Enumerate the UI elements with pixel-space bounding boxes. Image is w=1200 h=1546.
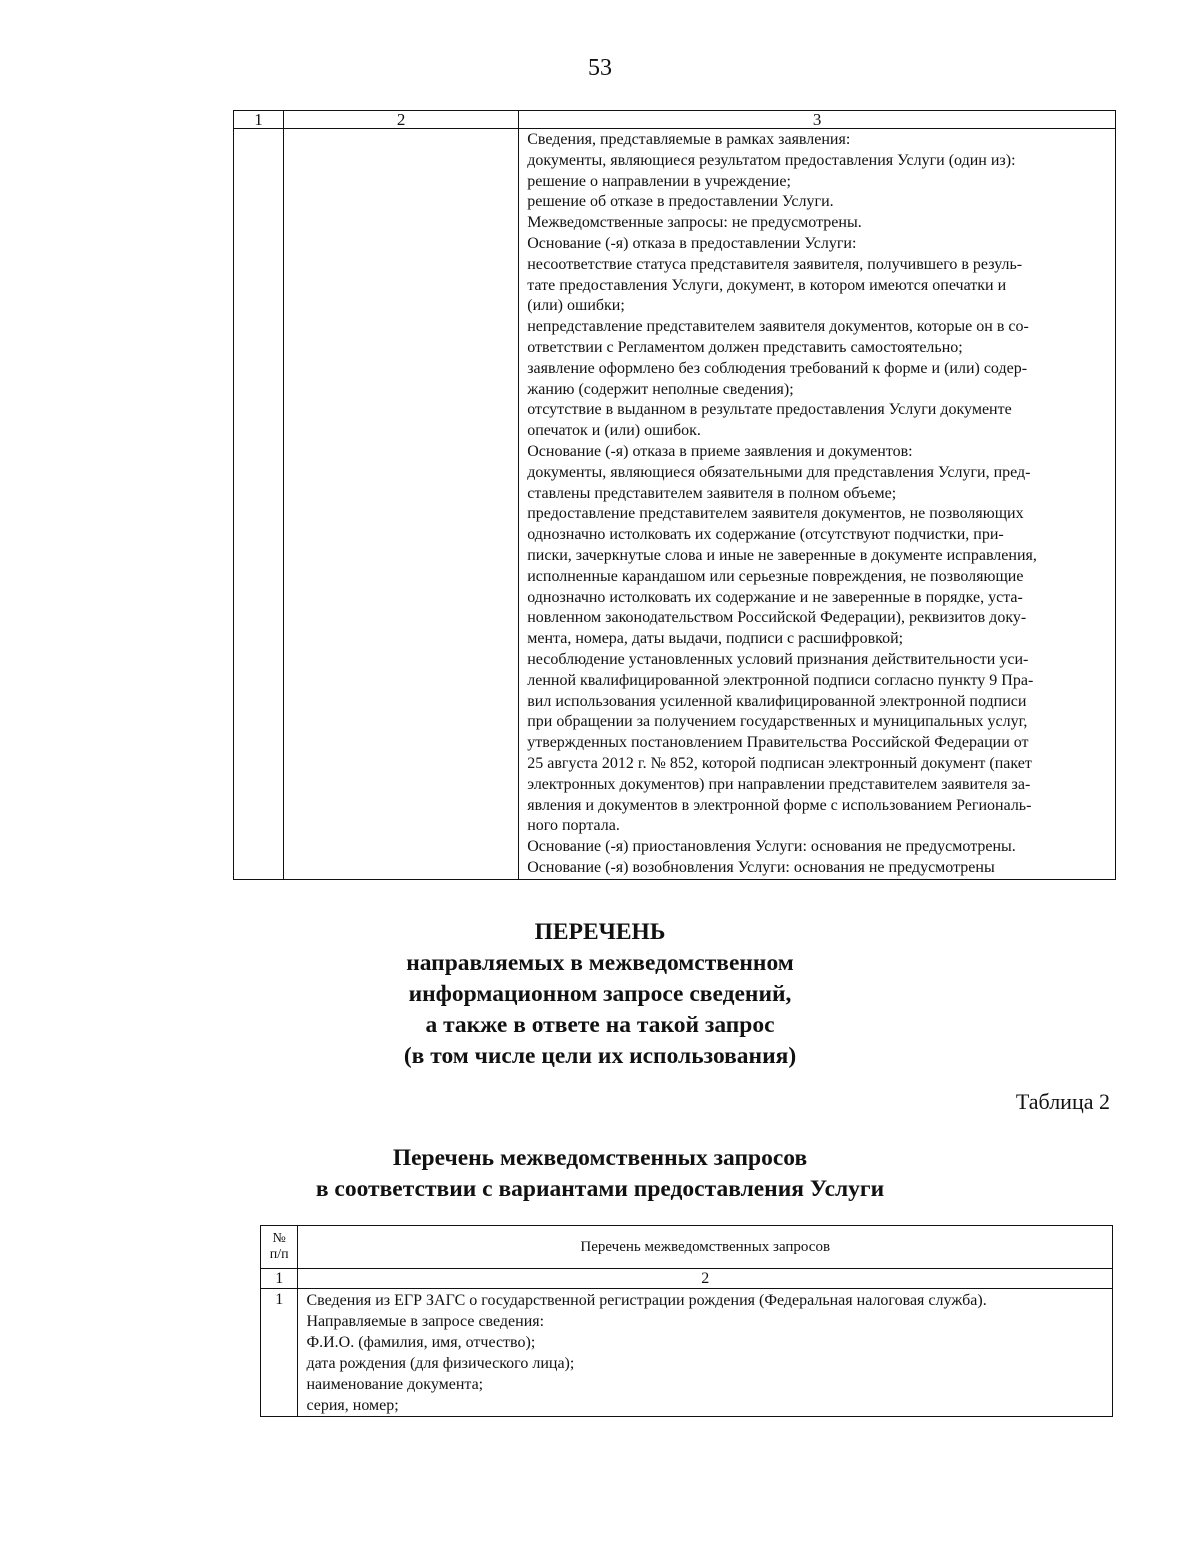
- table-row: [261, 1289, 1113, 1417]
- text-line: Направляемые в запросе сведения:: [306, 1313, 545, 1330]
- text-line: 25 августа 2012 г. № 852, которой подписан электронный документ (пакет: [527, 754, 1032, 772]
- text-line: Межведомственные запросы: не предусмотрены.: [527, 214, 862, 232]
- text-line: заявление оформлено без соблюдения требований к форме и (или) содер-: [527, 359, 1028, 377]
- column-1-number: 1: [234, 111, 284, 129]
- heading-line: (в том числе цели их использования): [403, 1043, 797, 1069]
- text-line: несоблюдение установленных условий признания действительности уси-: [527, 650, 1029, 668]
- text-line: Ф.И.О. (фамилия, имя, отчество);: [306, 1334, 536, 1351]
- requests-column-header: Перечень межведомственных запросов: [298, 1226, 1113, 1269]
- empty-cell: [283, 129, 518, 880]
- table-header-row: [261, 1226, 1113, 1269]
- text-line: (или) ошибки;: [527, 297, 625, 315]
- text-line: решение о направлении в учреждение;: [527, 172, 791, 190]
- page-number: 53: [588, 55, 612, 81]
- empty-cell: [234, 129, 284, 880]
- heading-line: информационном запросе сведений,: [408, 981, 792, 1007]
- column-1-number: 1: [261, 1269, 298, 1289]
- text-line: отсутствие в выданном в результате предоставления Услуги документе: [527, 401, 1012, 419]
- request-details-cell: [298, 1289, 1113, 1417]
- text-line: наименование документа;: [306, 1376, 484, 1393]
- number-column-header: [261, 1226, 298, 1269]
- text-line: ленной квалифицированной электронной подписи согласно пункту 9 Пра-: [527, 671, 1034, 689]
- text-line: при обращении за получением государственных и муниципальных услуг,: [527, 713, 1028, 731]
- text-line: однозначно истолковать их содержание и не заверенные в порядке, уста-: [527, 588, 1023, 606]
- text-line: писки, зачеркнутые слова и иные не заверенные в документе исправления,: [527, 546, 1037, 564]
- text-line: ставлены представителем заявителя в полном объеме;: [527, 484, 897, 502]
- heading-line: Перечень межведомственных запросов: [392, 1145, 808, 1171]
- text-line: мента, номера, даты выдачи, подписи с расшифровкой;: [527, 630, 904, 648]
- text-line: Основание (-я) отказа в приеме заявления и документов:: [527, 442, 913, 460]
- table-label: Таблица 2: [1015, 1089, 1110, 1114]
- text-line: опечаток и (или) ошибок.: [527, 422, 701, 440]
- text-line: электронных документов) при направлении представителем заявителя за-: [527, 775, 1031, 793]
- table-header-row: [234, 111, 1116, 129]
- text-line: ответствии с Регламентом должен представить самостоятельно;: [527, 338, 963, 356]
- text-line: Сведения из ЕГР ЗАГС о государственной регистрации рождения (Федеральная налоговая служба).: [306, 1292, 987, 1309]
- text-line: Основание (-я) возобновления Услуги: основания не предусмотрены: [527, 858, 995, 876]
- column-2-number: 2: [283, 111, 518, 129]
- text-line: однозначно истолковать их содержание (отсутствуют подчистки, при-: [527, 526, 1004, 544]
- column-2-number: 2: [298, 1269, 1113, 1289]
- section-heading: [0, 917, 1200, 1072]
- text-line: несоответствие статуса представителя заявителя, получившего в резуль-: [527, 255, 1023, 273]
- text-line: исполненные карандашом или серьезные повреждения, не позволяющие: [527, 567, 1024, 585]
- text-line: непредставление представителем заявителя документов, которые он в со-: [527, 318, 1029, 336]
- text-line: документы, являющиеся обязательными для представления Услуги, пред-: [527, 463, 1031, 481]
- text-line: Основание (-я) приостановления Услуги: основания не предусмотрены.: [527, 838, 1016, 856]
- heading-line: в соответствии с вариантами предоставления Услуги: [315, 1176, 885, 1202]
- heading-line: а также в ответе на такой запрос: [425, 1012, 775, 1038]
- text-line: Основание (-я) отказа в предоставлении Услуги:: [527, 234, 857, 252]
- service-result-table: [233, 110, 1116, 880]
- text-line: новленном законодательством Российской Федерации), реквизитов доку-: [527, 609, 1027, 627]
- table-body-row: [234, 129, 1116, 880]
- text-line: серия, номер;: [306, 1397, 399, 1414]
- text-line: предоставление представителем заявителя документов, не позволяющих: [527, 505, 1024, 523]
- header-text: п/п: [269, 1247, 289, 1262]
- text-line: документы, являющиеся результатом предоставления Услуги (один из):: [527, 151, 1016, 169]
- text-line: явления и документов в электронной форме с использованием Региональ-: [527, 796, 1032, 814]
- row-number: 1: [261, 1289, 298, 1417]
- text-line: вил использования усиленной квалифицированной электронной подписи: [527, 692, 1027, 710]
- heading-line: направляемых в межведомственном: [406, 950, 794, 976]
- column-numbering-row: [261, 1269, 1113, 1289]
- service-details-cell: [519, 129, 1116, 880]
- column-3-number: 3: [519, 111, 1116, 129]
- text-line: дата рождения (для физического лица);: [306, 1355, 575, 1372]
- text-line: жанию (содержит неполные сведения);: [527, 380, 794, 398]
- text-line: Сведения, представляемые в рамках заявления:: [527, 131, 851, 148]
- interagency-requests-table: [260, 1225, 1113, 1417]
- heading-line: ПЕРЕЧЕНЬ: [534, 919, 666, 945]
- text-line: ного портала.: [527, 817, 620, 835]
- text-line: решение об отказе в предоставлении Услуги.: [527, 193, 834, 211]
- text-line: утвержденных постановлением Правительства Российской Федерации от: [527, 734, 1029, 752]
- text-line: тате предоставления Услуги, документ, в котором имеются опечатки и: [527, 276, 1007, 294]
- header-text: №: [272, 1231, 286, 1246]
- table-title: [0, 1143, 1200, 1205]
